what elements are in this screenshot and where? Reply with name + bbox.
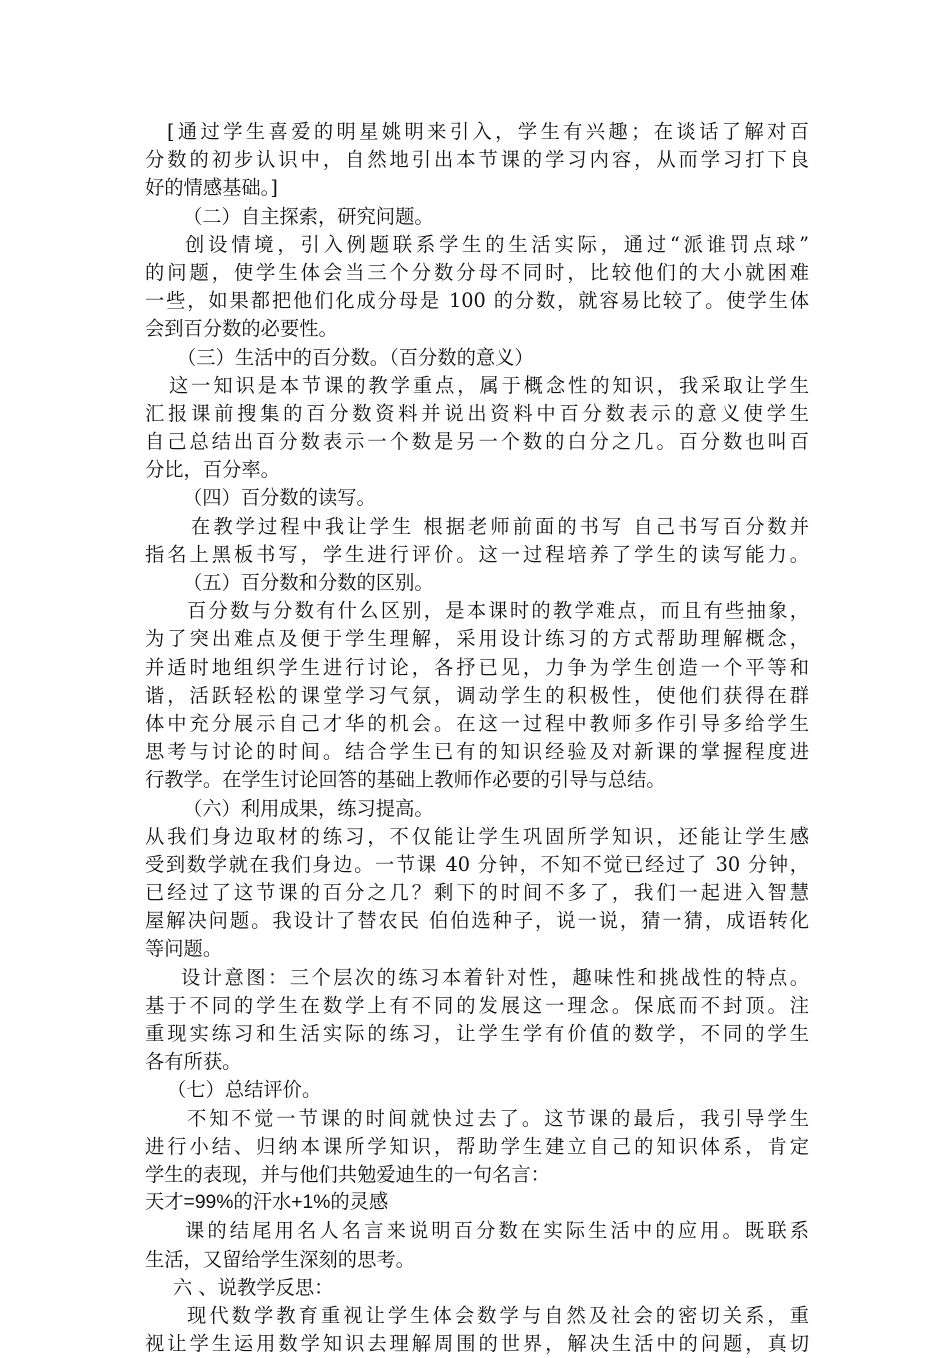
paragraph-line: 分数的初步认识中，自然地引出本节课的学习内容，从而学习打下良 [145, 148, 809, 172]
paragraph-line: 体中充分展示自己才华的机会。在这一过程中教师多作引导多给学生 [145, 711, 809, 735]
paragraph-line: 课的结尾用名人名言来说明百分数在实际生活中的应用。既联系 [185, 1219, 809, 1243]
paragraph-line: 受到数学就在我们身边。一节课 40 分钟，不知不觉已经过了 30 分钟， [145, 852, 809, 876]
paragraph-line: 百分数与分数有什么区别，是本课时的教学难点，而且有些抽象， [187, 599, 809, 623]
paragraph-line: 基于不同的学生在数学上有不同的发展这一理念。保底而不封顶。注 [145, 993, 809, 1017]
paragraph-line: 好的情感基础。] [145, 176, 278, 200]
document-page [145, 118, 809, 1358]
paragraph-line: 屋解决问题。我设计了替农民 伯伯选种子，说一说，猜一猜，成语转化 [145, 909, 809, 933]
section-heading: （六）利用成果，练习提高。 [183, 796, 434, 820]
section-heading: 六 、说教学反思： [173, 1275, 334, 1299]
paragraph-line: 这一知识是本节课的教学重点，属于概念性的知识，我采取让学生 [169, 373, 809, 397]
paragraph-line: 现代数学教育重视让学生体会数学与自然及社会的密切关系，重 [187, 1303, 809, 1327]
paragraph-line: 分比，百分率。 [145, 458, 280, 482]
paragraph-line: 重现实练习和生活实际的练习，让学生学有价值的数学，不同的学生 [145, 1022, 809, 1045]
paragraph-line: 不知不觉一节课的时间就快过去了。这节课的最后，我引导学生 [187, 1106, 809, 1130]
section-heading: （七）总结评价。 [167, 1078, 322, 1102]
paragraph-line: 各有所获。 [145, 1050, 242, 1074]
paragraph-line: 行教学。在学生讨论回答的基础上教师作必要的引导与总结。 [145, 768, 666, 792]
section-heading: （五）百分数和分数的区别。 [183, 571, 434, 594]
paragraph-line: 设计意图：三个层次的练习本着针对性，趣味性和挑战性的特点。 [181, 965, 809, 989]
paragraph-line: 的问题，使学生体会当三个分数分母不同时，比较他们的大小就困难 [145, 260, 809, 284]
paragraph-line: [通过学生喜爱的明星姚明来引入，学生有兴趣；在谈话了解对百 [167, 120, 809, 143]
paragraph-line: 已经过了这节课的百分之几？剩下的时间不多了，我们一起进入智慧 [145, 881, 809, 905]
paragraph-line: 思考与讨论的时间。结合学生已有的知识经验及对新课的掌握程度进 [145, 740, 809, 764]
section-heading: （四）百分数的读写。 [183, 486, 376, 510]
paragraph-line: 进行小结、归纳本课所学知识，帮助学生建立自己的知识体系，肯定 [145, 1134, 809, 1158]
section-heading: （三）生活中的百分数。（百分数的意义） [177, 345, 534, 369]
paragraph-line: 汇报课前搜集的百分数资料并说出资料中百分数表示的意义使学生 [145, 401, 809, 425]
paragraph-line: 自己总结出百分数表示一个数是另一个数的白分之几。百分数也叫百 [145, 430, 809, 454]
paragraph-line: 在教学过程中我让学生 根据老师前面的书写 自己书写百分数并 [191, 514, 809, 538]
paragraph-line: 等问题。 [145, 937, 223, 961]
paragraph-line: 视让学生运用数学知识去理解周围的世界，解决生活中的问题，真切 [145, 1332, 809, 1356]
paragraph-line: 为了突出难点及便于学生理解，采用设计练习的方式帮助理解概念， [145, 627, 809, 651]
paragraph-line: 指名上黑板书写，学生进行评价。这一过程培养了学生的读写能力。 [145, 542, 809, 566]
paragraph-line: 创设情境，引入例题联系学生的生活实际，通过“派谁罚点球” [185, 232, 809, 256]
paragraph-line: 一些，如果都把他们化成分母是 100 的分数，就容易比较了。使学生体 [145, 289, 809, 313]
quote-line: 天才=99%的汗水+1%的灵感 [145, 1192, 389, 1214]
paragraph-line: 谐，活跃轻松的课堂学习气氛，调动学生的积极性，使他们获得在群 [145, 683, 809, 707]
paragraph-line: 并适时地组织学生进行讨论，各抒已见，力争为学生创造一个平等和 [145, 655, 809, 679]
section-heading: （二）自主探索，研究问题。 [183, 204, 434, 228]
paragraph-line: 会到百分数的必要性。 [145, 317, 338, 341]
paragraph-line: 学生的表现，并与他们共勉爱迪生的一句名言： [145, 1162, 550, 1186]
paragraph-line: 生活，又留给学生深刻的思考。 [145, 1247, 415, 1271]
paragraph-line: 从我们身边取材的练习，不仅能让学生巩固所学知识，还能让学生感 [145, 824, 809, 848]
